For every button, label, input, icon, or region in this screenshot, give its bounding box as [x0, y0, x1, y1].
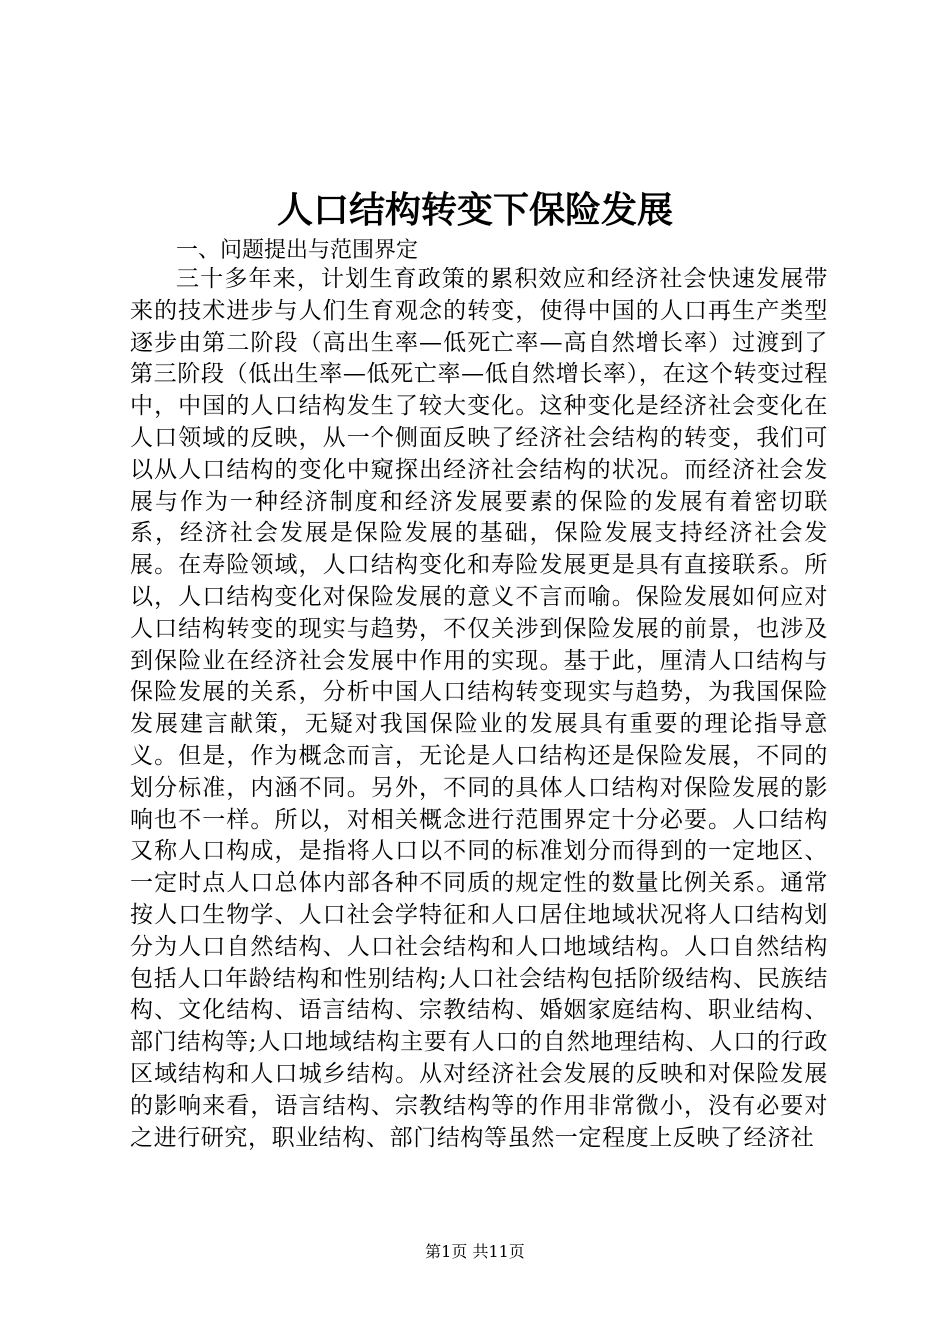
document-title: 人口结构转变下保险发展	[276, 189, 673, 231]
page-footer: 第1页 共11页	[425, 1242, 525, 1261]
body-paragraph: 三十多年来，计划生育政策的累积效应和经济社会快速发展带来的技术进步与人们生育观念的转变，使得中国的人口再生产类型逐步由第二阶段（高出生率—低死亡率—高自然增长率）过渡到了第三阶段（低出生率—低死亡率—低自然增长率），在这个转变过程中，中国的人口结构发生了较大变化。这种变化是经济社会变化在人口领域的反映，从一个侧面反映了经济社会结构的转变，我们可以从人口结构的变化中窥探出经济社会结构的状况。而经济社会发展与作为一种经济制度和经济发展要素的保险的发展有着密切联系，经济社会发展是保险发展的基础，保险发展支持经济社会发展。在寿险领域，人口结构变化和寿险发展更是具有直接联系。所以，人口结构变化对保险发展的意义不言而喻。保险发展如何应对人口结构转变的现实与趋势，不仅关涉到保险发展的前景，也涉及到保险业在经济社会发展中作用的实现。基于此，厘清人口结构与保险发展的关系，分析中国人口结构转变现实与趋势，为我国保险发展建言献策，无疑对我国保险业的发展具有重要的理论指导意义。但是，作为概念而言，无论是人口结构还是保险发展，不同的划分标准，内涵不同。另外，不同的具体人口结构对保险发展的影响也不一样。所以，对相关概念进行范围界定十分必要。人口结构又称人口构成，是指将人口以不同的标准划分而得到的一定地区、一定时点人口总体内部各种不同质的规定性的数量比例关系。通常按人口生物学、人口社会学特征和人口居住地域状况将人口结构划分为人口自然结构、人口社会结构和人口地域结构。人口自然结构包括人口年龄结构和性别结构;人口社会结构包括阶级结构、民族结构、文化结构、语言结构、宗教结构、婚姻家庭结构、职业结构、部门结构等;人口地域结构主要有人口的自然地理结构、人口的行政区域结构和人口城乡结构。从对经济社会发展的反映和对保险发展的影响来看，语言结构、宗教结构等的作用非常微小，没有必要对之进行研究，职业结构、部门结构等虽然一定程度上反映了经济社	[130, 266, 828, 1151]
section-heading: 一、问题提出与范围界定	[176, 238, 419, 263]
